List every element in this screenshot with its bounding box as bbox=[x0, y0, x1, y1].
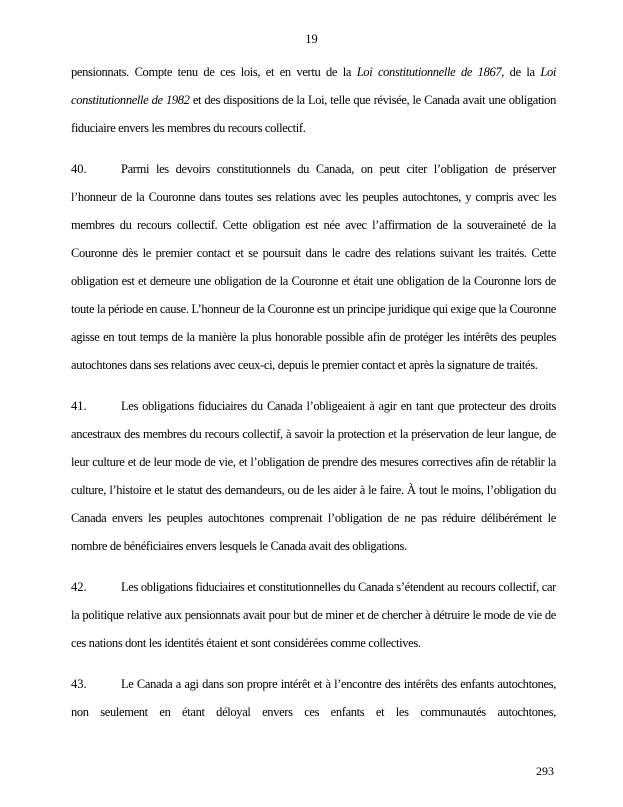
paragraph bbox=[71, 670, 556, 726]
document-body bbox=[71, 58, 556, 739]
paragraph-text: Parmi les devoirs constitutionnels du Canada, on peut citer l’obligation de préserver l’honneur de la Couronne dans toutes ses relations avec les peuples autochtones, y compris avec les membres du recours collectif. Cette obligation est née avec l’affirmation de la souveraineté de la Couronne dès le premier contact et se poursuit dans le cadre des relations suivant les traités. Cette obligation est et demeure une obligation de la Couronne et était une obligation de la Couronne lors de toute la période en cause. L’honneur de la Couronne est un principe juridique qui exige que la Couronne agisse en tout temps de la manière la plus honorable possible afin de protéger les intérêts des peuples autochtones dans ses relations avec ceux-ci, depuis le premier contact et après la signature de traités. bbox=[71, 162, 556, 372]
paragraph-number: 41. bbox=[71, 399, 87, 413]
paragraph-text: Loi constitutionnelle de 1982 bbox=[71, 65, 556, 107]
paragraph-text: et des dispositions de la Loi, telle que révisée, le Canada avait une obligation fiduciaire envers les membres du recours collectif. bbox=[71, 93, 556, 135]
paragraph bbox=[71, 58, 556, 142]
footer-page-number: 293 bbox=[536, 764, 554, 778]
paragraph-text: , de la bbox=[501, 65, 541, 79]
paragraph-text: Loi constitutionnelle de 1867 bbox=[356, 65, 502, 79]
paragraph-text: Les obligations fiduciaires et constitutionnelles du Canada s’étendent au recours collectif, car la politique relative aux pensionnats avait pour but de miner et de chercher à détruire le mode de vie de ces nations dont les identités étaient et sont considérées comme collectives. bbox=[71, 580, 556, 650]
paragraph-number: 40. bbox=[71, 162, 87, 176]
paragraph-text: Les obligations fiduciaires du Canada l’obligeaient à agir en tant que protecteur des droits ancestraux des membres du recours collectif, à savoir la protection et la préservation de leur langue, de leur culture et de leur mode de vie, et l’obligation de prendre des mesures correctives afin de rétablir la culture, l’histoire et le statut des demandeurs, ou de les aider à le faire. À tout le moins, l’obligation du Canada envers les peuples autochtones comprenait l’obligation de ne pas réduire délibérément le nombre de bénéficiaires envers lesquels le Canada avait des obligations. bbox=[71, 399, 556, 553]
paragraph-text: Le Canada a agi dans son propre intérêt et à l’encontre des intérêts des enfants autochtones, non seulement en étant déloyal envers ces enfants et les communautés autochtones, bbox=[71, 677, 556, 719]
header-page-number: 19 bbox=[305, 32, 318, 46]
paragraph-number: 42. bbox=[71, 580, 87, 594]
paragraph-text: pensionnats. Compte tenu de ces lois, et en vertu de la bbox=[71, 65, 357, 79]
paragraph bbox=[71, 155, 556, 379]
paragraph bbox=[71, 392, 556, 560]
paragraph bbox=[71, 573, 556, 657]
paragraph-number: 43. bbox=[71, 677, 87, 691]
